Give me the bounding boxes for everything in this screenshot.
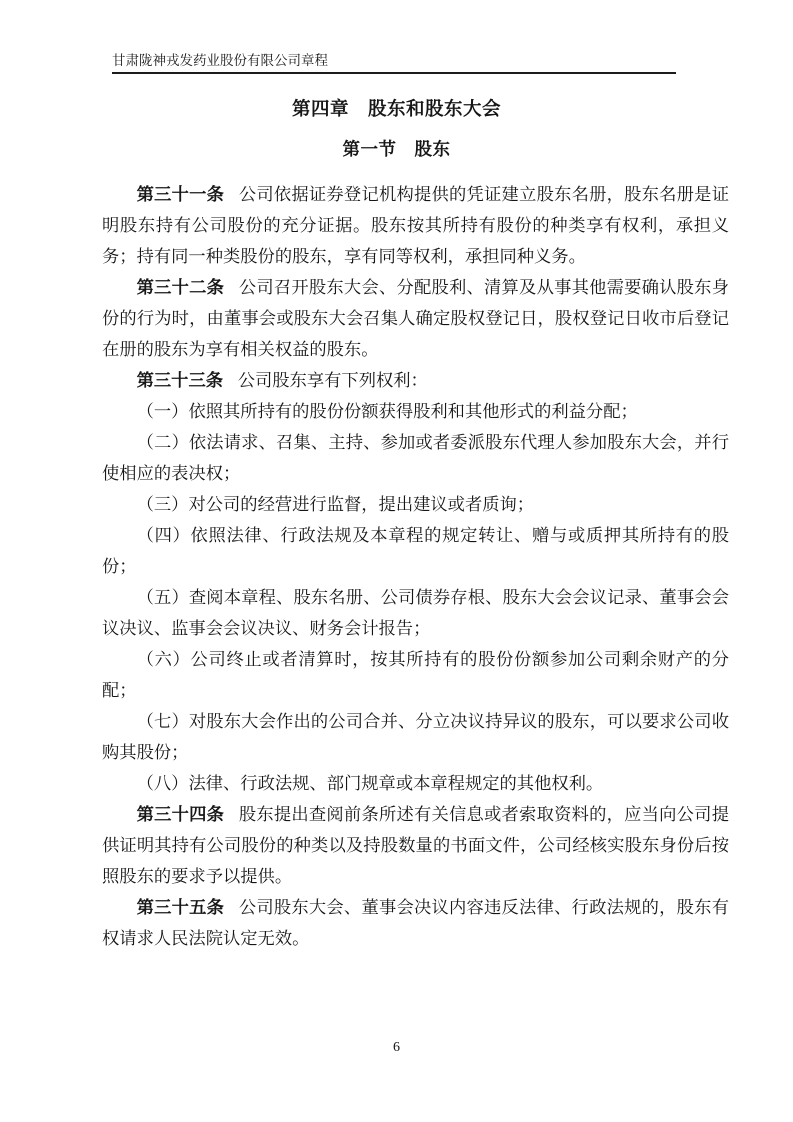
article-paragraph xyxy=(102,179,729,272)
chapter-title: 第四章 股东和股东大会 xyxy=(291,100,501,120)
list-item xyxy=(102,520,729,582)
page-header xyxy=(112,53,676,74)
list-item-text: （五）查阅本章程、股东名册、公司债券存根、股东大会会议记录、董事会会议决议、监事会会议决议、财务会计报告； xyxy=(102,588,729,638)
list-item xyxy=(102,768,729,799)
article-text: 公司依据证券登记机构提供的凭证建立股东名册，股东名册是证明股东持有公司股份的充分证据。股东按其所持有股份的种类享有权利，承担义务；持有同一种类股份的股东，享有同等权利，承担同种义务。 xyxy=(102,185,729,266)
list-item xyxy=(102,644,729,706)
article-text: 公司股东大会、董事会决议内容违反法律、行政法规的，股东有权请求人民法院认定无效。 xyxy=(102,898,729,948)
list-item-text: （八）法律、行政法规、部门规章或本章程规定的其他权利。 xyxy=(136,774,604,793)
list-item-text: （六）公司终止或者清算时，按其所持有的股份份额参加公司剩余财产的分配； xyxy=(102,650,729,700)
section-title: 第一节 股东 xyxy=(342,139,451,159)
list-item xyxy=(102,706,729,768)
list-item xyxy=(102,427,729,489)
article-paragraph xyxy=(102,272,729,365)
list-item-text: （二）依法请求、召集、主持、参加或者委派股东代理人参加股东大会，并行使相应的表决权； xyxy=(102,433,729,483)
header-title: 甘肃陇神戎发药业股份有限公司章程 xyxy=(112,53,328,68)
article-paragraph xyxy=(102,365,729,396)
list-item xyxy=(102,489,729,520)
page-number: 6 xyxy=(393,1040,400,1055)
list-item-text: （七）对股东大会作出的公司合并、分立决议持异议的股东，可以要求公司收购其股份； xyxy=(102,712,729,762)
article-paragraph xyxy=(102,892,729,954)
list-item-text: （一）依照其所持有的股份份额获得股利和其他形式的利益分配； xyxy=(136,402,638,421)
article-text: 公司股东享有下列权利： xyxy=(237,371,428,390)
article-number: 第三十五条 xyxy=(136,898,225,917)
document-body xyxy=(102,179,729,954)
list-item xyxy=(102,396,729,427)
article-paragraph xyxy=(102,799,729,892)
list-item-text: （四）依照法律、行政法规及本章程的规定转让、赠与或质押其所持有的股份； xyxy=(102,526,729,576)
article-number: 第三十二条 xyxy=(136,278,225,297)
article-number: 第三十三条 xyxy=(136,371,224,390)
list-item xyxy=(102,582,729,644)
article-number: 第三十一条 xyxy=(136,185,225,204)
article-text: 公司召开股东大会、分配股利、清算及从事其他需要确认股东身份的行为时，由董事会或股东大会召集人确定股权登记日，股权登记日收市后登记在册的股东为享有相关权益的股东。 xyxy=(102,278,729,359)
article-number: 第三十四条 xyxy=(136,805,225,824)
article-text: 股东提出查阅前条所述有关信息或者索取资料的，应当向公司提供证明其持有公司股份的种类以及持股数量的书面文件，公司经核实股东身份后按照股东的要求予以提供。 xyxy=(102,805,729,886)
list-item-text: （三）对公司的经营进行监督，提出建议或者质询； xyxy=(136,495,535,514)
